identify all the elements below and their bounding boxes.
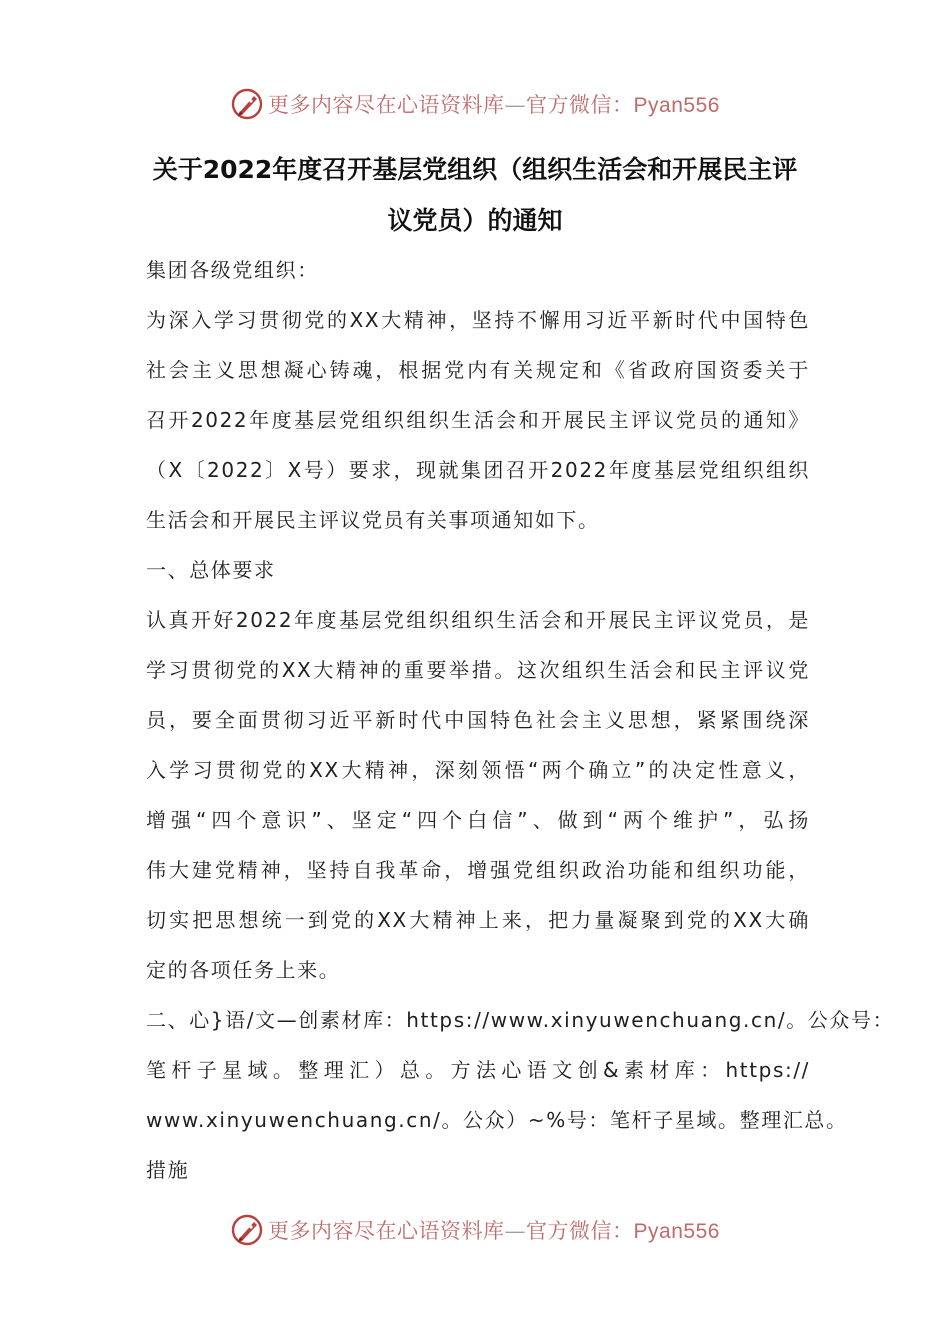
paragraph-line: 切实把思想统一到党的XX大精神上来，把力量凝聚到党的XX大确 [146, 908, 810, 932]
paragraph-line: 员，要全面贯彻习近平新时代中国特色社会主义思想，紧紧围绕深 [146, 708, 810, 732]
paragraph-line: （X〔2022〕X号）要求，现就集团召开2022年度基层党组织组织 [146, 458, 810, 482]
document-title-line-1: 关于2022年度召开基层党组织（组织生活会和开展民主评 [152, 155, 798, 184]
footer-watermark-banner [0, 1210, 950, 1250]
paragraph-line: 增强“四个意识”、坚定“四个白信”、做到“两个维护”，弘扬 [146, 808, 810, 832]
paragraph-line: 措施 [146, 1158, 190, 1182]
paragraph-line: 定的各项任务上来。 [146, 958, 341, 982]
paragraph-line: 生活会和开展民主评议党员有关事项通知如下。 [146, 508, 600, 532]
paragraph-line: 入学习贯彻党的XX大精神，深刻领悟“两个确立”的决定性意义， [146, 758, 810, 782]
paragraph-line: 为深入学习贯彻党的XX大精神，坚持不懈用习近平新时代中国特色 [146, 308, 810, 332]
paragraph-line: 伟大建党精神，坚持自我革命，增强党组织政治功能和组织功能， [146, 858, 810, 882]
paragraph-line: www.xinyuwenchuang.cn/。公众）~%号：笔杆子星域。整理汇总。 [146, 1108, 848, 1132]
paragraph-line: 笔杆子星域。整理汇）总。方法心语文创&素材库：https:// [146, 1058, 810, 1082]
pen-nib-circle-icon [230, 1213, 264, 1247]
paragraph-line: 社会主义思想凝心铸魂，根据党内有关规定和《省政府国资委关于 [146, 358, 810, 382]
paragraph-line: 认真开好2022年度基层党组织组织生活会和开展民主评议党员，是 [146, 608, 810, 632]
paragraph-line: 召开2022年度基层党组织组织生活会和开展民主评议党员的通知》 [146, 408, 810, 432]
watermark-text: 更多内容尽在心语资料库—官方微信：Pyan556 [268, 93, 720, 117]
section-heading-2: 二、心}语/文—创素材库：https://www.xinyuwenchuang.cn/。公众号： [146, 1008, 895, 1032]
header-watermark-banner [0, 84, 950, 124]
section-heading-1: 一、总体要求 [146, 558, 276, 582]
watermark-text: 更多内容尽在心语资料库—官方微信：Pyan556 [268, 1219, 720, 1243]
paragraph-line: 学习贯彻党的XX大精神的重要举措。这次组织生活会和民主评议党 [146, 658, 810, 682]
document-title-line-2: 议党员）的通知 [387, 206, 563, 235]
pen-nib-circle-icon [230, 87, 264, 121]
salutation: 集团各级党组织： [146, 258, 319, 282]
